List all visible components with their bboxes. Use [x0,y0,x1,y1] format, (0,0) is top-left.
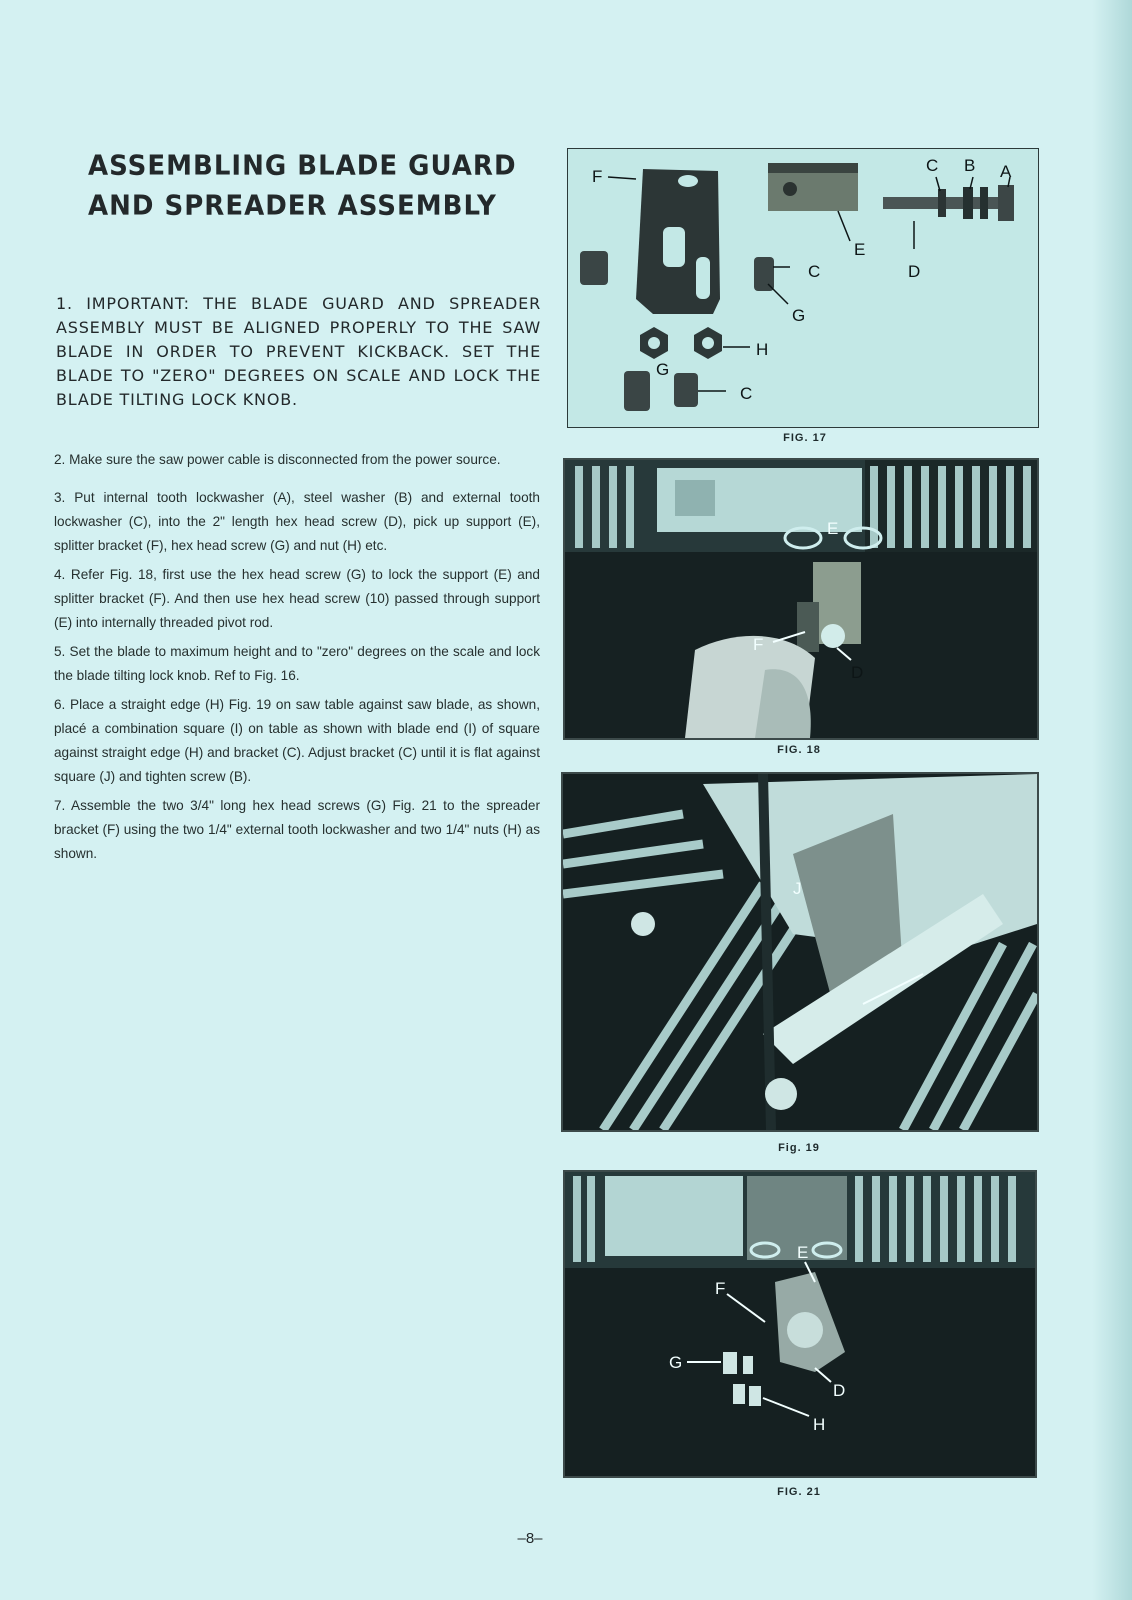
fig18-label-d: D [851,663,864,682]
fig17-label-e: E [854,240,866,259]
fig19-label-j: J [793,879,802,898]
instruction-steps [54,448,540,871]
page-title [88,146,528,226]
fig17-label-c-2: C [808,262,821,281]
step-7: 7. Assemble the two 3/4" long hex head screws (G) Fig. 21 to the spreader bracket (F) using the two 1/4" external tooth lockwasher and two 1/4" nuts (H) as shown. [54,798,540,861]
fig21-photo [563,1170,1037,1478]
fig17-label-g: G [656,360,670,379]
step-3: 3. Put internal tooth lockwasher (A), steel washer (B) and external tooth lockwasher (C), into the 2" length hex head screw (D), pick up support (E), splitter bracket (F), hex head screw (G) and nut (H) etc. [54,490,540,553]
fig17-photo [567,148,1039,428]
fig18-label-f: F [753,635,764,654]
fig19-caption: Fig. 19 [778,1142,820,1154]
title-line-1: ASSEMBLING BLADE GUARD [88,150,517,182]
fig17-label-b: B [964,156,976,175]
step-4: 4. Refer Fig. 18, first use the hex head screw (G) to lock the support (E) and splitter bracket (F). And then use hex head screw (10) passed through support (E) into internally threaded pivot rod. [54,567,540,630]
fig21-label-d: D [833,1381,846,1400]
fig21-label-f: F [715,1279,726,1298]
title-line-2: AND SPREADER ASSEMBLY [88,190,497,222]
fig17-label-f: F [592,167,603,186]
fig18-label-e: E [827,519,839,538]
fig18-photo [563,458,1039,740]
fig17-label-a: A [1000,162,1012,181]
page-edge-shadow [1092,0,1132,1600]
fig17-label-h: H [756,340,769,359]
step-5: 5. Set the blade to maximum height and to "zero" degrees on the scale and lock the blade tilting lock knob. Ref to Fig. 16. [54,644,540,683]
step-6: 6. Place a straight edge (H) Fig. 19 on saw table against saw blade, as shown, placé a combination square (I) on table as shown with blade end (I) of square against straight edge (H) and bracket (C). Adjust bracket (C) until it is flat against square (J) and tighten screw (B). [54,697,540,784]
fig19-photo [561,772,1039,1132]
fig21-label-h: H [813,1415,826,1434]
important-notice: 1. IMPORTANT: THE BLADE GUARD AND SPREADER ASSEMBLY MUST BE ALIGNED PROPERLY TO THE SAW BLADE IN ORDER TO PREVENT KICKBACK. SET THE BLADE TO "ZERO" DEGREES ON SCALE AND LOCK THE BLADE TILTING LOCK KNOB. [56,294,541,409]
fig17-label-c-3: C [740,384,753,403]
fig21-label-g: G [669,1353,683,1372]
fig17-label-d: D [908,262,921,281]
step-2: 2. Make sure the saw power cable is disconnected from the power source. [54,452,501,467]
fig21-caption: FIG. 21 [777,1486,821,1498]
page-number: –8– [517,1530,543,1547]
fig17-label-c: C [926,156,939,175]
fig17-label-g-2: G [792,306,806,325]
fig18-caption: FIG. 18 [777,744,821,756]
fig17-caption: FIG. 17 [783,432,827,444]
fig21-label-e: E [797,1243,809,1262]
